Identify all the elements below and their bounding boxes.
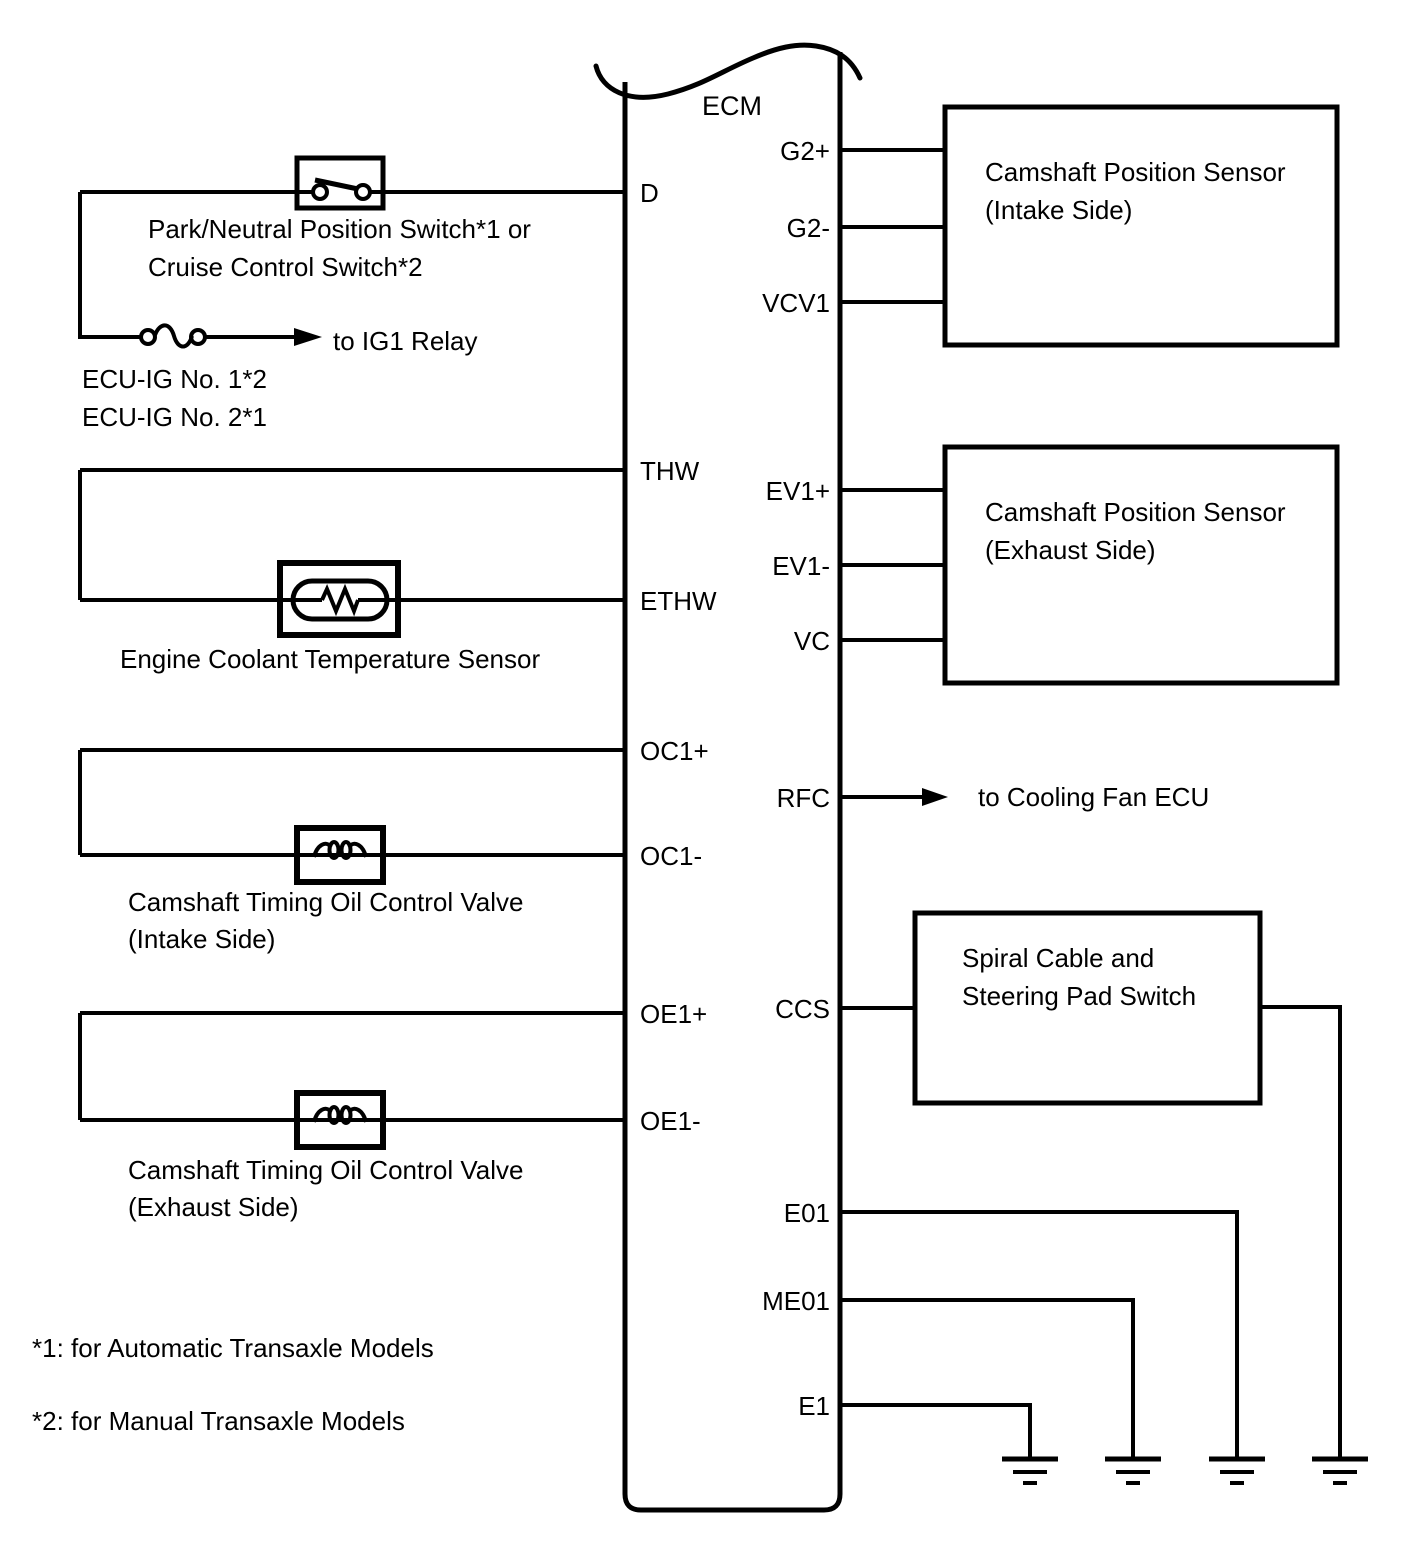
ground-symbol-e01-icon [1209, 1459, 1265, 1483]
pin-oc1-minus: OC1- [640, 841, 703, 871]
cam-sensor-intake-label-line2: (Intake Side) [985, 195, 1133, 225]
pin-d: D [640, 178, 659, 208]
oc-valve-label-line2: (Intake Side) [128, 924, 276, 954]
pin-ev1-plus: EV1+ [765, 476, 830, 506]
wire-e1 [840, 1405, 1030, 1459]
pin-rfc: RFC [776, 783, 830, 813]
spiral-cable-label-line2: Steering Pad Switch [962, 981, 1197, 1011]
wire-e01 [840, 1212, 1237, 1459]
pin-me01: ME01 [762, 1286, 830, 1316]
pin-vc: VC [793, 626, 830, 656]
cooling-fan-arrowhead-icon [922, 788, 948, 806]
pin-ccs: CCS [775, 994, 830, 1024]
oe-valve-label-line2: (Exhaust Side) [128, 1192, 299, 1222]
wire-me01 [840, 1300, 1133, 1459]
pin-oc1-plus: OC1+ [640, 736, 709, 766]
ecu-ig-label-line2: ECU-IG No. 2*1 [82, 402, 267, 432]
pin-e1: E1 [798, 1391, 830, 1421]
ground-symbol-me01-icon [1105, 1459, 1161, 1483]
footnote-1: *1: for Automatic Transaxle Models [32, 1333, 434, 1363]
pin-g2-plus: G2+ [780, 136, 830, 166]
ground-symbol-spiral-icon [1312, 1459, 1368, 1483]
to-ig1-relay-label: to IG1 Relay [333, 326, 478, 356]
park-neutral-switch-label-line1: Park/Neutral Position Switch*1 or [148, 214, 531, 244]
spiral-cable-label-line1: Spiral Cable and [962, 943, 1155, 973]
wire-spiral-to-ground [1260, 1007, 1340, 1459]
pin-thw: THW [640, 456, 700, 486]
fuse-terminal-left-icon [141, 330, 155, 344]
pin-vcv1: VCV1 [762, 288, 830, 318]
pin-e01: E01 [783, 1198, 830, 1228]
fuse-element-icon [155, 325, 192, 346]
ground-symbol-e1-icon [1002, 1459, 1058, 1483]
wire-ig-branch [80, 192, 141, 337]
ig1-arrowhead-icon [294, 328, 322, 346]
cam-sensor-exhaust-label-line1: Camshaft Position Sensor [985, 497, 1286, 527]
cam-sensor-intake-label-line1: Camshaft Position Sensor [985, 157, 1286, 187]
switch-contact-left-icon [313, 185, 327, 199]
pin-g2-minus: G2- [786, 213, 830, 243]
oe-valve-label-line1: Camshaft Timing Oil Control Valve [128, 1155, 524, 1185]
pin-ethw: ETHW [640, 586, 717, 616]
ect-sensor-label: Engine Coolant Temperature Sensor [120, 644, 541, 674]
pin-oe1-minus: OE1- [640, 1106, 701, 1136]
cam-sensor-intake-box [945, 107, 1337, 345]
cam-sensor-exhaust-box [945, 447, 1337, 683]
ecm-break-line-icon [596, 45, 860, 97]
cam-sensor-exhaust-label-line2: (Exhaust Side) [985, 535, 1156, 565]
to-cooling-fan-ecu-label: to Cooling Fan ECU [978, 782, 1210, 812]
ecu-ig-label-line1: ECU-IG No. 1*2 [82, 364, 267, 394]
pin-oe1-plus: OE1+ [640, 999, 708, 1029]
oc-valve-label-line1: Camshaft Timing Oil Control Valve [128, 887, 524, 917]
park-neutral-switch-label-line2: Cruise Control Switch*2 [148, 252, 423, 282]
ecm-label: ECM [702, 91, 762, 121]
pin-ev1-minus: EV1- [772, 551, 830, 581]
footnote-2: *2: for Manual Transaxle Models [32, 1406, 405, 1436]
